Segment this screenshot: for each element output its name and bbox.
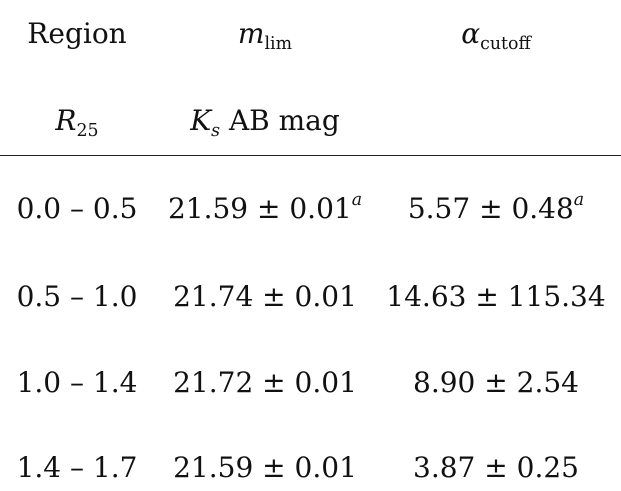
header-mlim-subscript: lim [264,34,293,55]
table-row-1-mlim-note: a [351,189,363,210]
header-ks-unit-label: AB mag [228,104,340,137]
table-row-3-mlim: 21.72 ± 0.01 [173,366,357,399]
header-mlim-symbol: m [237,17,265,50]
header-ks-subscript: s [211,121,221,142]
table-row-1-mlim-value: 21.59 ± 0.01 [167,192,352,225]
header-r-subscript: 25 [76,121,99,142]
table-row-3-alpha: 8.90 ± 2.54 [413,366,579,399]
header-rule [0,155,621,156]
table-row-2-mlim: 21.74 ± 0.01 [173,280,357,313]
header-region: Region [27,17,127,50]
header-mlim [237,17,293,55]
header-r-symbol: R [55,104,77,137]
table-row-1-alpha [407,189,585,225]
table-row-1-alpha-note: a [573,189,585,210]
header-ks-unit [190,104,340,142]
table-row-1-mlim [167,189,363,225]
table-row-3-region: 1.0 – 1.4 [16,366,138,399]
table-row-4-region: 1.4 – 1.7 [16,451,138,484]
table-row-2-alpha: 14.63 ± 115.34 [386,280,606,313]
table-row-4-mlim: 21.59 ± 0.01 [173,451,357,484]
header-r25 [55,104,99,142]
header-alpha-symbol: α [461,17,481,50]
table-row-4-alpha: 3.87 ± 0.25 [413,451,579,484]
table-row-2-region: 0.5 – 1.0 [16,280,138,313]
table-row-1-region: 0.0 – 0.5 [16,192,138,225]
header-alpha-subscript: cutoff [480,34,531,55]
header-ks-symbol: K [190,104,212,137]
table-row-1-alpha-value: 5.57 ± 0.48 [407,192,574,225]
header-alpha-cutoff [461,17,531,55]
